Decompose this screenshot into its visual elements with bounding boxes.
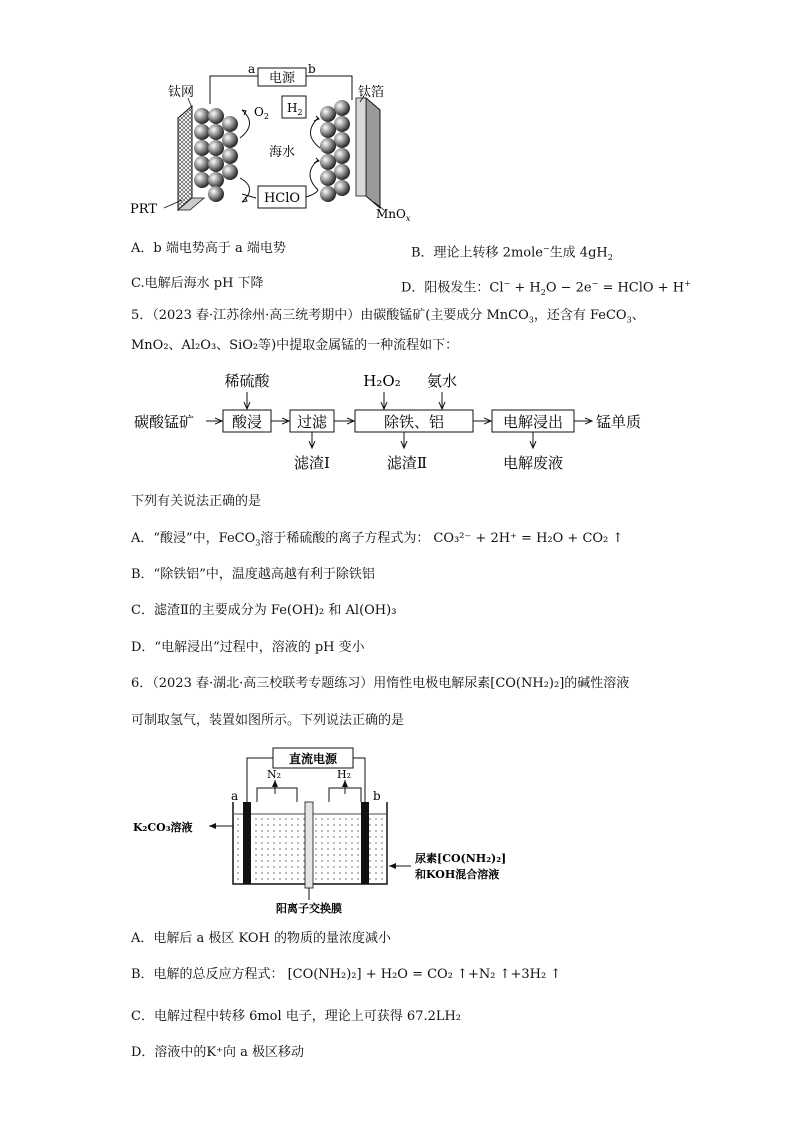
flow-input3a-label: H₂O₂	[363, 372, 401, 390]
flow-box4-label: 电解浸出	[502, 413, 564, 431]
seawater-electrolysis-figure	[130, 58, 411, 223]
h2-label-fig2: H₂	[337, 768, 352, 781]
k2co3-outlet-label: K₂CO₃溶液	[133, 821, 193, 834]
urea-inlet-label-2: 和KOH混合溶液	[415, 868, 500, 881]
q5-option-a: A．“酸浸”中，FeCO$_3$溶于稀硫酸的离子方程式为： CO₃²⁻ + 2H⁺ = H₂O + CO₂ ↑	[131, 531, 624, 548]
flow-input3b-label: 氨水	[426, 372, 458, 390]
q5-question: 下列有关说法正确的是	[131, 494, 262, 509]
electrode-a-label: a	[231, 789, 239, 803]
right-catalyst-spheres	[320, 100, 350, 202]
power-source-label: 电源	[268, 71, 296, 86]
left-catalyst-spheres	[194, 108, 238, 202]
flow-box1-label: 酸浸	[231, 413, 263, 431]
flow-box2-label: 过滤	[296, 413, 328, 431]
q4-option-c: C.电解后海水 pH 下降	[131, 276, 264, 291]
q6-option-a: A．电解后 a 极区 KOH 的物质的量浓度减小	[131, 931, 392, 946]
terminal-b-label: b	[308, 62, 316, 76]
membrane-label: 阳离子交换膜	[276, 902, 342, 915]
urea-inlet-label-1: 尿素[CO(NH₂)₂]	[415, 852, 507, 865]
titanium-foil-label: 钛箔	[358, 85, 385, 100]
q5-option-b: B．“除铁铝”中，温度越高越有利于除铁铝	[131, 567, 375, 582]
q4-option-b: B．理论上转移 2mole−生成 $4gH_2$	[411, 244, 613, 262]
q6-stem-line2: 可制取氢气，装置如图所示。下列说法正确的是	[131, 713, 405, 728]
flow-output3-label: 滤渣Ⅱ	[386, 454, 428, 472]
manganese-process-flowchart	[134, 366, 660, 478]
q6-option-b: B．电解的总反应方程式： [CO(NH₂)₂] + H₂O = CO₂ ↑+N₂ ↑+3H₂ ↑	[131, 967, 562, 982]
electrode-b-label: b	[373, 789, 381, 803]
q6-option-c: C．电解过程中转移 6mol 电子，理论上可获得 67.2LH₂	[131, 1009, 462, 1024]
titanium-mesh-label: 钛网	[168, 85, 195, 100]
q4-option-d: D．阳极发生：$Cl^- + H_2O - 2e^-$ = HClO + H+	[401, 279, 691, 297]
urea-electrolysis-cell-figure	[133, 744, 513, 914]
q5-stem-line1: 5．（2023 春·江苏徐州·高三统考期中）由碳酸锰矿(主要成分 MnCO$_3$，还含有 FeCO$_3$、	[131, 308, 645, 325]
dc-power-label: 直流电源	[288, 752, 338, 766]
q5-option-d: D．“电解浸出”过程中，溶液的 pH 变小	[131, 640, 365, 655]
mnox-label: MnO$_x$	[376, 207, 411, 223]
flow-end-label: 锰单质	[596, 413, 642, 431]
flow-input1-label: 稀硫酸	[224, 372, 270, 390]
q5-option-c: C．滤渣Ⅱ的主要成分为 Fe(OH)₂ 和 Al(OH)₃	[131, 603, 397, 618]
flow-output2-label: 滤渣Ⅰ	[294, 454, 330, 472]
q6-option-d: D．溶液中的K⁺向 a 极区移动	[131, 1045, 305, 1060]
q4-option-a: A．b 端电势高于 a 端电势	[131, 241, 286, 256]
h2-label: $H_2$	[287, 101, 303, 117]
n2-label: N₂	[267, 768, 282, 781]
terminal-a-label: a	[248, 62, 256, 76]
prt-label: PRT	[130, 202, 157, 217]
o2-label: $O_2$	[254, 105, 269, 121]
q6-stem-line1: 6．（2023 春·湖北·高三校联考专题练习）用惰性电极电解尿素[CO(NH₂)₂]的碱性溶液	[131, 676, 630, 691]
flow-box3-label: 除铁、铝	[383, 413, 445, 431]
seawater-label: 海水	[268, 145, 296, 160]
flow-output4-label: 电解废液	[502, 454, 564, 472]
hclo-label: HClO	[263, 191, 301, 206]
flow-start-label: 碳酸锰矿	[134, 413, 195, 431]
q5-stem-line2: MnO₂、Al₂O₃、SiO₂等)中提取金属锰的一种流程如下：	[131, 338, 459, 353]
